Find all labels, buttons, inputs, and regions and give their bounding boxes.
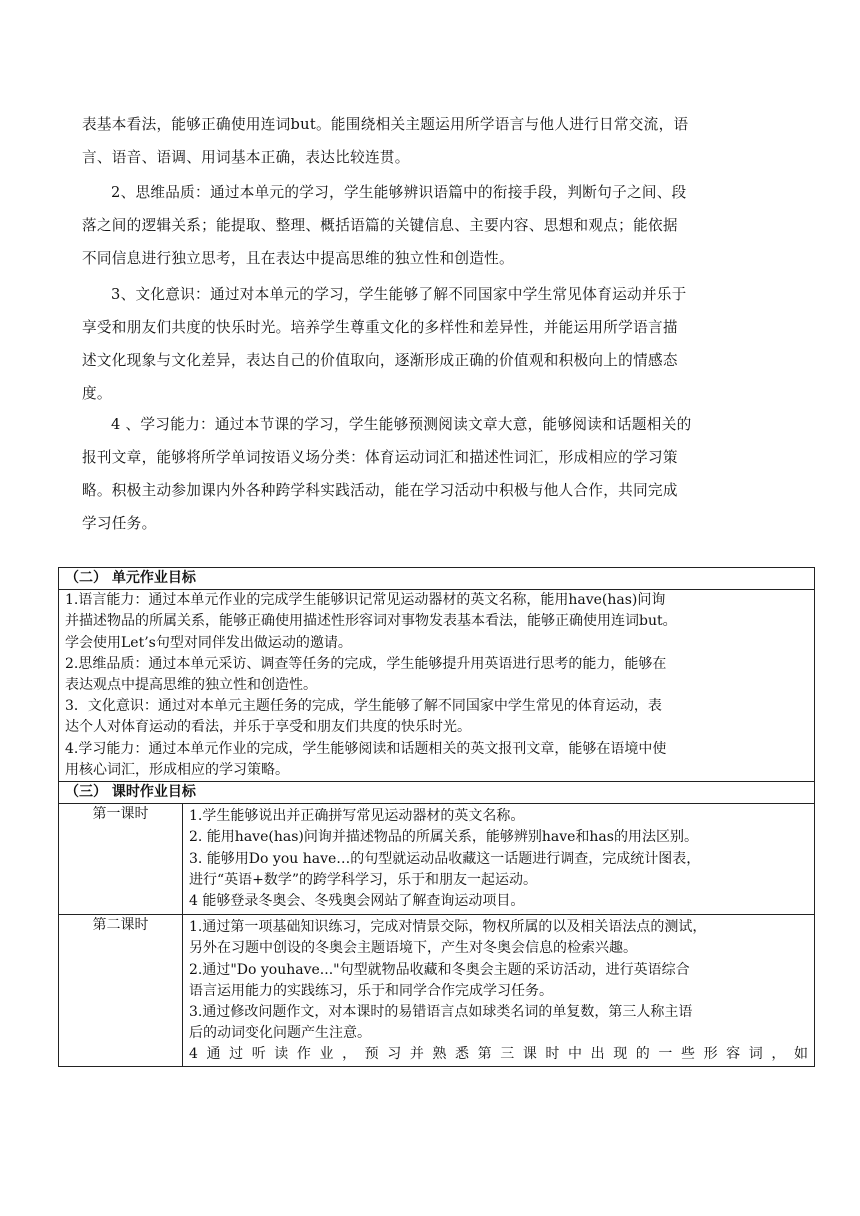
lesson-row-1 (59, 804, 815, 915)
unit-goals-cell (59, 590, 815, 782)
intro-paragraph-4 (82, 408, 782, 540)
unit-goals-row (59, 590, 815, 782)
justified-text-line (189, 1044, 808, 1065)
text-line: 1.语言能力：通过本单元作业的完成学生能够识记常见运动器材的英文名称，能用have(has)问询 (65, 592, 666, 609)
text-glyph: 如 (793, 1046, 808, 1063)
lesson-name: 第一课时 (59, 804, 183, 915)
text-glyph: 现 (613, 1046, 628, 1063)
text-glyph: 4 (189, 1046, 198, 1063)
lesson-heading: （三） 课时作业目标 (59, 782, 815, 804)
text-line: 3、文化意识：通过对本单元的学习，学生能够了解不同国家中学生常见体育运动并乐于 (111, 286, 687, 303)
text-glyph: 的 (635, 1046, 650, 1063)
text-glyph: 词 (748, 1046, 763, 1063)
text-glyph: 悉 (455, 1046, 470, 1063)
text-line: 达个人对体育运动的看法，并乐于享受和朋友们共度的快乐时光。 (65, 719, 471, 736)
text-glyph: 熟 (432, 1046, 447, 1063)
text-glyph: 课 (522, 1046, 537, 1063)
text-line: 后的动词变化问题产生注意。 (189, 1025, 371, 1042)
text-glyph: 并 (409, 1046, 424, 1063)
lesson-goals-cell (183, 915, 815, 1066)
text-line: 略。积极主动参加课内外各种跨学科实践活动，能在学习活动中积极与他人合作，共同完成 (82, 482, 678, 499)
text-glyph: 一 (658, 1046, 673, 1063)
text-line: 落之间的逻辑关系；能提取、整理、概括语篇的关键信息、主要内容、思想和观点；能依据 (82, 217, 678, 234)
text-glyph: 些 (680, 1046, 695, 1063)
text-glyph: ， (771, 1046, 786, 1063)
text-line: 不同信息进行独立思考，且在表达中提高思维的独立性和创造性。 (82, 250, 514, 267)
text-line: 述文化现象与文化差异，表达自己的价值取向，逐渐形成正确的价值观和积极向上的情感态 (82, 352, 678, 369)
text-glyph: 中 (568, 1046, 583, 1063)
text-line: 2. 能用have(has)问询并描述物品的所属关系，能够辨别have和has的用法区别。 (189, 829, 698, 846)
text-line: 进行“英语+数学”的跨学科学习，乐于和朋友一起运动。 (189, 871, 538, 888)
text-line: 3.通过修改问题作文，对本课时的易错语言点如球类名词的单复数，第三人称主语 (189, 1004, 693, 1021)
text-line: 4 能够登录冬奥会、冬残奥会网站了解查询运动项目。 (189, 893, 525, 910)
intro-paragraph-1 (82, 108, 782, 174)
text-line: 2.思维品质：通过本单元采访、调查等任务的完成，学生能够提升用英语进行思考的能力，能够在 (65, 655, 667, 672)
lesson-name: 第二课时 (59, 915, 183, 1066)
text-glyph: 时 (545, 1046, 560, 1063)
text-glyph: 容 (726, 1046, 741, 1063)
intro-paragraph-2 (82, 176, 782, 275)
text-line: 学会使用Let’s句型对同伴发出做运动的邀请。 (65, 634, 352, 651)
text-line: 并描述物品的所属关系，能够正确使用描述性形容词对事物发表基本看法，能够正确使用连词but。 (65, 613, 677, 630)
objectives-table (58, 567, 815, 1067)
text-glyph: 预 (364, 1046, 379, 1063)
intro-paragraph-3 (82, 278, 782, 410)
text-line: 1.通过第一项基础知识练习，完成对情景交际，物权所属的以及相关语法点的测试， (189, 919, 707, 936)
text-glyph: 听 (251, 1046, 266, 1063)
text-glyph: 作 (296, 1046, 311, 1063)
text-line: 享受和朋友们共度的快乐时光。培养学生尊重文化的多样性和差异性，并能运用所学语言描 (82, 319, 678, 336)
text-line: 4.学习能力：通过本单元作业的完成，学生能够阅读和话题相关的英文报刊文章，能够在语境中使 (65, 740, 667, 757)
unit-heading: （二） 单元作业目标 (59, 568, 815, 590)
unit-heading-row (59, 568, 815, 590)
text-line: 用核心词汇，形成相应的学习策略。 (65, 761, 289, 778)
text-line: 度。 (82, 385, 112, 402)
lesson-row-2 (59, 915, 815, 1066)
text-line: 3．文化意识：通过对本单元主题任务的完成，学生能够了解不同国家中学生常见的体育运动，表 (65, 698, 662, 715)
text-glyph: 形 (703, 1046, 718, 1063)
text-glyph: 三 (500, 1046, 515, 1063)
text-glyph: ， (342, 1046, 357, 1063)
text-line: 报刊文章，能够将所学单词按语义场分类：体育运动词汇和描述性词汇，形成相应的学习策 (82, 449, 678, 466)
text-glyph: 习 (387, 1046, 402, 1063)
text-line: 表基本看法，能够正确使用连词but。能围绕相关主题运用所学语言与他人进行日常交流，语 (82, 116, 689, 133)
lesson-goals-cell (183, 804, 815, 915)
text-line: 3. 能够用Do you have…的句型就运动品收藏这一话题进行调查，完成统计图表， (189, 850, 701, 867)
text-glyph: 过 (229, 1046, 244, 1063)
text-line: 1.学生能够说出并正确拼写常见运动器材的英文名称。 (189, 808, 525, 825)
text-glyph: 业 (319, 1046, 334, 1063)
text-line: 2.通过"Do youhave..."句型就物品收藏和冬奥会主题的采访活动，进行英语综合 (189, 961, 690, 978)
text-line: 言、语音、语调、用词基本正确，表达比较连贯。 (82, 149, 410, 166)
text-line: 另外在习题中创设的冬奥会主题语境下，产生对冬奥会信息的检索兴趣。 (189, 940, 637, 957)
text-line: 4 、学习能力：通过本节课的学习，学生能够预测阅读文章大意，能够阅读和话题相关的 (111, 416, 692, 433)
lesson-heading-row (59, 782, 815, 804)
text-glyph: 出 (590, 1046, 605, 1063)
text-line: 语言运用能力的实践练习，乐于和同学合作完成学习任务。 (189, 982, 553, 999)
text-line: 2、思维品质：通过本单元的学习，学生能够辨识语篇中的衔接手段，判断句子之间、段 (111, 184, 687, 201)
text-glyph: 读 (274, 1046, 289, 1063)
text-line: 学习任务。 (82, 515, 157, 532)
text-glyph: 第 (477, 1046, 492, 1063)
text-line: 表达观点中提高思维的独立性和创造性。 (65, 677, 317, 694)
text-glyph: 通 (206, 1046, 221, 1063)
